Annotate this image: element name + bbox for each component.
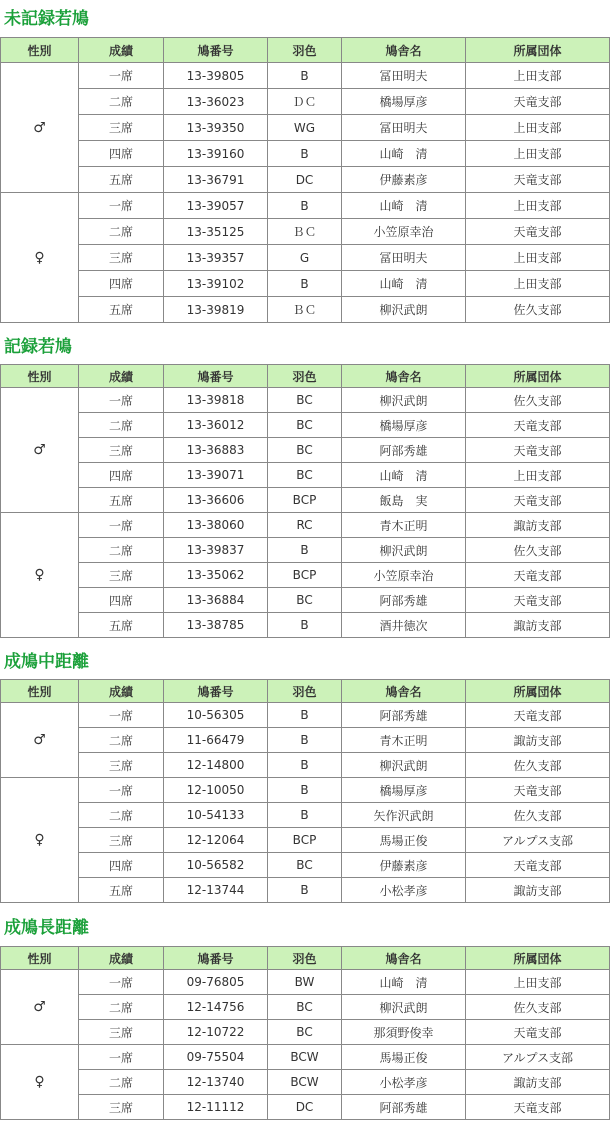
rank-cell: 五席 [79,167,164,193]
table-row [1,245,610,271]
loft-name-cell: 馬場正俊 [342,1045,466,1070]
club-cell: 天竜支部 [466,853,610,878]
header-sex: 性別 [1,680,79,703]
color-cell: ＤＣ [268,89,342,115]
color-cell: ＢＣ [268,297,342,323]
table-row [1,513,610,538]
rank-cell: 一席 [79,1045,164,1070]
loft-name-cell: 阿部秀雄 [342,438,466,463]
color-cell: B [268,141,342,167]
club-cell: 天竜支部 [466,1020,610,1045]
table-row [1,753,610,778]
rank-cell: 四席 [79,271,164,297]
club-cell: 天竜支部 [466,89,610,115]
ring-number-cell: 13-36791 [164,167,268,193]
color-cell: B [268,613,342,638]
club-cell: 上田支部 [466,63,610,89]
loft-name-cell: 阿部秀雄 [342,588,466,613]
ring-number-cell: 12-12064 [164,828,268,853]
table-row [1,803,610,828]
results-section [0,323,611,638]
loft-name-cell: 阿部秀雄 [342,703,466,728]
table-row [1,878,610,903]
ring-number-cell: 13-35125 [164,219,268,245]
color-cell: BCW [268,1045,342,1070]
ring-number-cell: 12-14756 [164,995,268,1020]
rank-cell: 三席 [79,1095,164,1120]
color-cell: DC [268,1095,342,1120]
sex-cell: ♀ [1,193,79,323]
loft-name-cell: 柳沢武朗 [342,995,466,1020]
color-cell: B [268,728,342,753]
loft-name-cell: 柳沢武朗 [342,297,466,323]
loft-name-cell: 那須野俊幸 [342,1020,466,1045]
results-table [0,679,610,903]
club-cell: 上田支部 [466,141,610,167]
sex-cell: ♂ [1,970,79,1045]
rank-cell: 三席 [79,245,164,271]
rank-cell: 三席 [79,1020,164,1045]
club-cell: 天竜支部 [466,167,610,193]
header-ring-number: 鳩番号 [164,38,268,63]
ring-number-cell: 13-39057 [164,193,268,219]
ring-number-cell: 13-39837 [164,538,268,563]
table-row [1,703,610,728]
loft-name-cell: 橋場厚彦 [342,778,466,803]
table-row [1,115,610,141]
table-header-row [1,38,610,63]
club-cell: 上田支部 [466,245,610,271]
rank-cell: 四席 [79,141,164,167]
color-cell: B [268,193,342,219]
club-cell: 佐久支部 [466,753,610,778]
sex-cell: ♀ [1,513,79,638]
club-cell: 天竜支部 [466,703,610,728]
sex-cell: ♂ [1,388,79,513]
club-cell: 天竜支部 [466,413,610,438]
club-cell: 佐久支部 [466,538,610,563]
club-cell: 佐久支部 [466,995,610,1020]
rank-cell: 一席 [79,778,164,803]
header-sex: 性別 [1,365,79,388]
table-row [1,728,610,753]
header-rank: 成績 [79,947,164,970]
table-row [1,438,610,463]
ring-number-cell: 12-14800 [164,753,268,778]
results-table [0,946,610,1120]
club-cell: 天竜支部 [466,1095,610,1120]
loft-name-cell: 小笠原幸治 [342,563,466,588]
club-cell: 上田支部 [466,970,610,995]
loft-name-cell: 青木正明 [342,513,466,538]
rank-cell: 四席 [79,588,164,613]
header-loft-name: 鳩舎名 [342,38,466,63]
club-cell: 天竜支部 [466,778,610,803]
ring-number-cell: 11-66479 [164,728,268,753]
loft-name-cell: 伊藤素彦 [342,167,466,193]
header-rank: 成績 [79,680,164,703]
loft-name-cell: 青木正明 [342,728,466,753]
table-row [1,1045,610,1070]
club-cell: 上田支部 [466,463,610,488]
rank-cell: 四席 [79,853,164,878]
ring-number-cell: 13-36883 [164,438,268,463]
rank-cell: 二席 [79,728,164,753]
ring-number-cell: 13-36012 [164,413,268,438]
header-color: 羽色 [268,680,342,703]
color-cell: B [268,703,342,728]
ring-number-cell: 09-76805 [164,970,268,995]
loft-name-cell: 伊藤素彦 [342,853,466,878]
ring-number-cell: 13-39805 [164,63,268,89]
ring-number-cell: 13-39160 [164,141,268,167]
ring-number-cell: 13-38060 [164,513,268,538]
rank-cell: 五席 [79,613,164,638]
ring-number-cell: 13-39102 [164,271,268,297]
loft-name-cell: 小笠原幸治 [342,219,466,245]
color-cell: B [268,271,342,297]
color-cell: BCP [268,488,342,513]
rank-cell: 三席 [79,828,164,853]
ring-number-cell: 13-36884 [164,588,268,613]
color-cell: B [268,803,342,828]
color-cell: G [268,245,342,271]
header-ring-number: 鳩番号 [164,947,268,970]
header-rank: 成績 [79,38,164,63]
results-section [0,903,611,1120]
header-loft-name: 鳩舎名 [342,947,466,970]
color-cell: BC [268,853,342,878]
rank-cell: 五席 [79,297,164,323]
header-loft-name: 鳩舎名 [342,680,466,703]
section-title: 成鳩中距離 [4,652,89,672]
club-cell: 諏訪支部 [466,878,610,903]
loft-name-cell: 冨田明夫 [342,63,466,89]
header-ring-number: 鳩番号 [164,365,268,388]
club-cell: 天竜支部 [466,219,610,245]
ring-number-cell: 10-56582 [164,853,268,878]
rank-cell: 三席 [79,753,164,778]
table-row [1,463,610,488]
club-cell: 諏訪支部 [466,513,610,538]
color-cell: DC [268,167,342,193]
header-loft-name: 鳩舎名 [342,365,466,388]
header-sex: 性別 [1,38,79,63]
loft-name-cell: 冨田明夫 [342,245,466,271]
loft-name-cell: 山崎 清 [342,463,466,488]
ring-number-cell: 13-38785 [164,613,268,638]
rank-cell: 一席 [79,513,164,538]
table-row [1,219,610,245]
club-cell: 佐久支部 [466,388,610,413]
ring-number-cell: 13-39357 [164,245,268,271]
color-cell: B [268,753,342,778]
ring-number-cell: 13-35062 [164,563,268,588]
club-cell: 天竜支部 [466,588,610,613]
rank-cell: 五席 [79,878,164,903]
rank-cell: 一席 [79,703,164,728]
header-club: 所属団体 [466,680,610,703]
header-rank: 成績 [79,365,164,388]
table-row [1,167,610,193]
table-row [1,995,610,1020]
color-cell: B [268,878,342,903]
ring-number-cell: 10-56305 [164,703,268,728]
color-cell: B [268,63,342,89]
loft-name-cell: 阿部秀雄 [342,1095,466,1120]
rank-cell: 二席 [79,1070,164,1095]
table-row [1,413,610,438]
results-table [0,364,610,638]
table-header-row [1,680,610,703]
color-cell: BCP [268,563,342,588]
ring-number-cell: 12-11112 [164,1095,268,1120]
club-cell: 諏訪支部 [466,728,610,753]
club-cell: 上田支部 [466,193,610,219]
ring-number-cell: 13-39071 [164,463,268,488]
color-cell: BCP [268,828,342,853]
loft-name-cell: 冨田明夫 [342,115,466,141]
table-row [1,1020,610,1045]
table-row [1,141,610,167]
table-header-row [1,947,610,970]
loft-name-cell: 小松孝彦 [342,878,466,903]
color-cell: BC [268,995,342,1020]
table-row [1,970,610,995]
rank-cell: 三席 [79,115,164,141]
club-cell: 上田支部 [466,271,610,297]
header-color: 羽色 [268,365,342,388]
table-row [1,488,610,513]
color-cell: ＢＣ [268,219,342,245]
club-cell: 上田支部 [466,115,610,141]
color-cell: BC [268,438,342,463]
color-cell: B [268,778,342,803]
club-cell: 天竜支部 [466,488,610,513]
header-club: 所属団体 [466,38,610,63]
loft-name-cell: 柳沢武朗 [342,388,466,413]
loft-name-cell: 飯島 実 [342,488,466,513]
ring-number-cell: 13-36606 [164,488,268,513]
loft-name-cell: 柳沢武朗 [342,753,466,778]
sex-cell: ♂ [1,63,79,193]
club-cell: 諏訪支部 [466,613,610,638]
rank-cell: 一席 [79,970,164,995]
results-section [0,638,611,903]
ring-number-cell: 13-39819 [164,297,268,323]
loft-name-cell: 橋場厚彦 [342,413,466,438]
loft-name-cell: 山崎 清 [342,141,466,167]
rank-cell: 一席 [79,63,164,89]
ring-number-cell: 12-13740 [164,1070,268,1095]
club-cell: 佐久支部 [466,803,610,828]
table-header-row [1,365,610,388]
loft-name-cell: 山崎 清 [342,271,466,297]
rank-cell: 一席 [79,193,164,219]
color-cell: BC [268,413,342,438]
rank-cell: 一席 [79,388,164,413]
loft-name-cell: 酒井徳次 [342,613,466,638]
color-cell: WG [268,115,342,141]
ring-number-cell: 12-10050 [164,778,268,803]
rank-cell: 五席 [79,488,164,513]
sex-cell: ♀ [1,778,79,903]
loft-name-cell: 柳沢武朗 [342,538,466,563]
table-row [1,853,610,878]
color-cell: B [268,538,342,563]
ring-number-cell: 12-13744 [164,878,268,903]
club-cell: 天竜支部 [466,438,610,463]
club-cell: 佐久支部 [466,297,610,323]
sex-cell: ♀ [1,1045,79,1120]
section-title: 記録若鳩 [4,337,72,357]
table-row [1,778,610,803]
ring-number-cell: 13-36023 [164,89,268,115]
table-row [1,613,610,638]
ring-number-cell: 10-54133 [164,803,268,828]
ring-number-cell: 12-10722 [164,1020,268,1045]
loft-name-cell: 小松孝彦 [342,1070,466,1095]
color-cell: BC [268,588,342,613]
loft-name-cell: 山崎 清 [342,970,466,995]
rank-cell: 四席 [79,463,164,488]
rank-cell: 二席 [79,219,164,245]
header-sex: 性別 [1,947,79,970]
header-club: 所属団体 [466,947,610,970]
table-row [1,388,610,413]
table-row [1,588,610,613]
rank-cell: 二席 [79,995,164,1020]
loft-name-cell: 山崎 清 [342,193,466,219]
table-row [1,89,610,115]
rank-cell: 二席 [79,538,164,563]
rank-cell: 三席 [79,438,164,463]
table-row [1,828,610,853]
club-cell: 天竜支部 [466,563,610,588]
section-title: 成鳩長距離 [4,918,89,938]
club-cell: アルプス支部 [466,1045,610,1070]
loft-name-cell: 馬場正俊 [342,828,466,853]
color-cell: BC [268,1020,342,1045]
rank-cell: 三席 [79,563,164,588]
rank-cell: 二席 [79,413,164,438]
club-cell: アルプス支部 [466,828,610,853]
loft-name-cell: 矢作沢武朗 [342,803,466,828]
section-title: 未記録若鳩 [4,9,89,29]
table-row [1,1095,610,1120]
table-row [1,193,610,219]
color-cell: BC [268,388,342,413]
table-row [1,538,610,563]
ring-number-cell: 13-39818 [164,388,268,413]
table-row [1,1070,610,1095]
sex-cell: ♂ [1,703,79,778]
header-color: 羽色 [268,947,342,970]
color-cell: BC [268,463,342,488]
rank-cell: 二席 [79,803,164,828]
table-row [1,563,610,588]
header-club: 所属団体 [466,365,610,388]
color-cell: BCW [268,1070,342,1095]
loft-name-cell: 橋場厚彦 [342,89,466,115]
header-color: 羽色 [268,38,342,63]
table-row [1,271,610,297]
results-table [0,37,610,323]
ring-number-cell: 13-39350 [164,115,268,141]
rank-cell: 二席 [79,89,164,115]
table-row [1,297,610,323]
header-ring-number: 鳩番号 [164,680,268,703]
club-cell: 諏訪支部 [466,1070,610,1095]
ring-number-cell: 09-75504 [164,1045,268,1070]
table-row [1,63,610,89]
color-cell: RC [268,513,342,538]
color-cell: BW [268,970,342,995]
results-section [0,0,611,323]
